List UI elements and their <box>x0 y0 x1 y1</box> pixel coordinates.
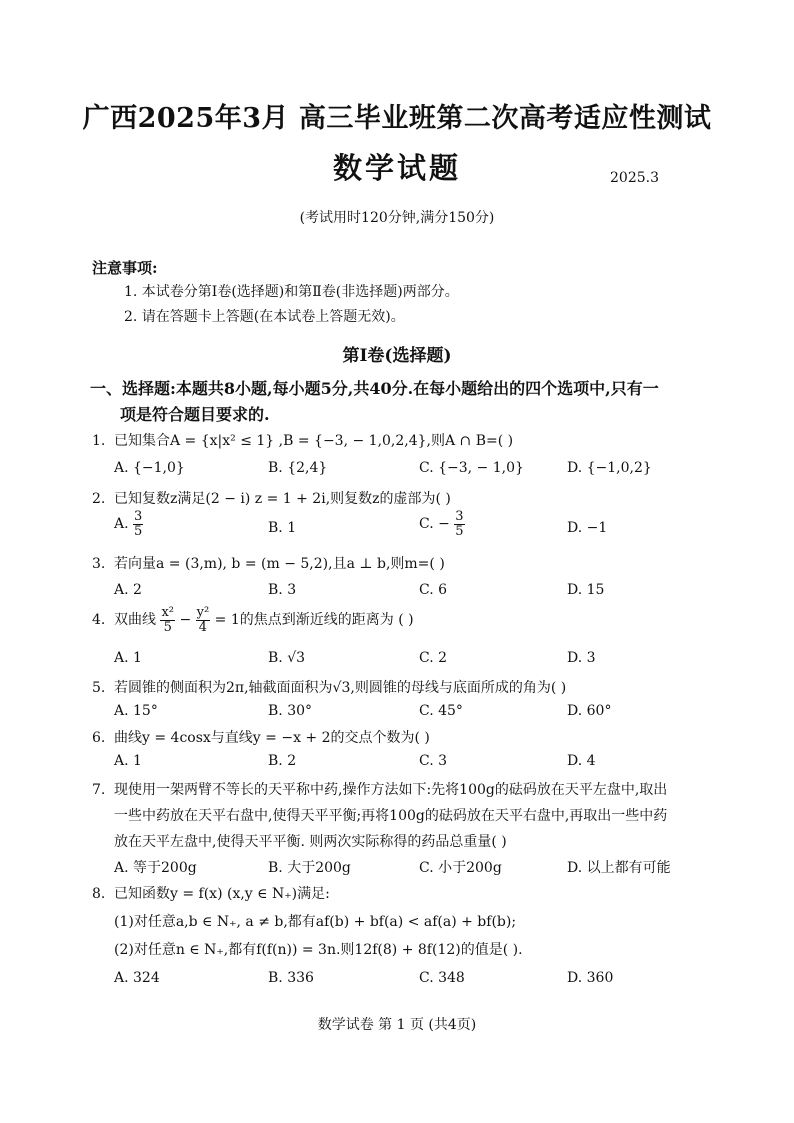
option-b: B. √3 <box>268 650 306 666</box>
option-c: C. 348 <box>419 970 465 986</box>
question-number: 6. <box>92 730 106 746</box>
question-7 <box>92 779 667 799</box>
option-d: D. 360 <box>567 970 614 986</box>
question-1 <box>92 430 513 450</box>
question-number: 4. <box>92 612 106 629</box>
option-a: A. {−1,0} <box>114 460 185 476</box>
option-c: C. 小于200g <box>419 860 502 876</box>
exam-title: 广西2025年3月 高三毕业班第二次高考适应性测试 <box>82 103 712 134</box>
option-a: A. 等于200g <box>114 860 197 876</box>
question-stem: 若圆锥的侧面积为2π,轴截面面积为√3,则圆锥的母线与底面所成的角为( ) <box>114 680 567 696</box>
option-b: B. {2,4} <box>268 460 328 476</box>
option-a: A. 15° <box>114 703 158 719</box>
fraction-numerator: 3 <box>134 509 143 524</box>
exam-time-note: (考试用时120分钟,满分150分) <box>299 210 495 226</box>
option-c: C. {−3, − 1,0} <box>419 460 524 476</box>
question-stem: 曲线y = 4cosx与直线y = −x + 2的交点个数为( ) <box>114 730 430 746</box>
fraction-numerator: 3 <box>455 509 464 524</box>
option-a: A. 2 <box>114 582 142 598</box>
option-d: D. 以上都有可能 <box>567 860 671 876</box>
part-heading: 一、选择题:本题共8小题,每小题5分,共40分.在每小题给出的四个选项中,只有一 <box>90 379 659 398</box>
option-b: B. 大于200g <box>268 860 351 876</box>
option-b: B. 1 <box>268 520 297 536</box>
fraction-numerator: x² <box>161 605 174 620</box>
question-stem-suffix: = 1的焦点到渐近线的距离为 ( ) <box>214 612 414 629</box>
option-d: D. 4 <box>567 753 596 769</box>
question-stem-prefix: 双曲线 <box>114 612 156 629</box>
question-8 <box>92 883 330 903</box>
option-b: B. 2 <box>268 753 297 769</box>
notice-item: 1. 本试卷分第Ⅰ卷(选择题)和第Ⅱ卷(非选择题)两部分。 <box>124 284 459 300</box>
option-b: B. 336 <box>268 970 314 986</box>
question-3 <box>92 553 445 573</box>
question-6 <box>92 727 430 747</box>
option-c <box>419 510 465 538</box>
question-4 <box>92 606 414 634</box>
question-stem-cont: 放在天平左盘中,使得天平平衡. 则两次实际称得的药品总重量( ) <box>114 834 507 850</box>
fraction-denominator: 5 <box>134 523 143 539</box>
question-number: 2. <box>92 491 106 507</box>
option-d: D. 60° <box>567 703 612 719</box>
question-stem: 现使用一架两臂不等长的天平称中药,操作方法如下:先将100g的砝码放在天平左盘中,取出 <box>114 782 668 798</box>
part-heading-cont: 项是符合题目要求的. <box>120 405 270 424</box>
question-condition: (2)对任意n ∈ N₊,都有f(f(n)) = 3n.则12f(8) + 8f(12)的值是( ). <box>114 942 523 958</box>
option-d: D. −1 <box>567 520 608 536</box>
question-condition: (1)对任意a,b ∈ N₊, a ≠ b,都有af(b) + bf(a) < af(a) + bf(b); <box>114 914 517 930</box>
fraction-denominator: 4 <box>198 619 208 635</box>
question-stem: 已知集合A = {x|x² ≤ 1} ,B = {−3, − 1,0,2,4},则A ∩ B=( ) <box>114 433 514 449</box>
option-label: A. <box>114 516 129 533</box>
question-stem: 已知复数z满足(2 − i) z = 1 + 2i,则复数z的虚部为( ) <box>114 491 451 507</box>
option-c: C. 3 <box>419 753 448 769</box>
fraction-denominator: 5 <box>163 619 172 635</box>
fraction <box>196 606 211 634</box>
question-number: 8. <box>92 886 106 902</box>
exam-subtitle: 数学试题 <box>332 151 461 185</box>
fraction <box>454 510 464 538</box>
fraction-denominator: 5 <box>455 523 464 539</box>
notice-item: 2. 请在答题卡上答题(在本试卷上答题无效)。 <box>124 309 405 325</box>
option-a <box>114 510 143 538</box>
option-c: C. 2 <box>419 650 448 666</box>
fraction <box>133 510 143 538</box>
question-stem-cont: 一些中药放在天平右盘中,使得天平平衡;再将100g的砝码放在天平右盘中,再取出一些中药 <box>114 808 668 824</box>
fraction-numerator: y² <box>196 605 210 620</box>
section-title: 第Ⅰ卷(选择题) <box>342 346 452 366</box>
option-c: C. 45° <box>419 703 463 719</box>
question-number: 1. <box>92 433 106 449</box>
page-footer: 数学试卷 第 1 页 (共4页) <box>317 1017 477 1033</box>
minus-sign: − <box>179 612 192 629</box>
fraction <box>160 606 175 634</box>
question-2 <box>92 488 451 508</box>
option-a: A. 1 <box>114 753 142 769</box>
option-d: D. 3 <box>567 650 596 666</box>
question-5 <box>92 677 566 697</box>
option-c: C. 6 <box>419 582 448 598</box>
option-a: A. 1 <box>114 650 142 666</box>
exam-date: 2025.3 <box>610 170 659 186</box>
question-stem: 若向量a = (3,m), b = (m − 5,2),且a ⊥ b,则m=( ) <box>114 556 445 572</box>
option-b: B. 3 <box>268 582 297 598</box>
option-d: D. 15 <box>567 582 605 598</box>
question-number: 7. <box>92 782 106 798</box>
option-label: C. − <box>419 516 450 533</box>
question-number: 3. <box>92 556 106 572</box>
notice-title: 注意事项: <box>92 259 158 277</box>
question-number: 5. <box>92 680 106 696</box>
question-stem: 已知函数y = f(x) (x,y ∈ N₊)满足: <box>114 886 330 902</box>
option-d: D. {−1,0,2} <box>567 460 652 476</box>
option-b: B. 30° <box>268 703 313 719</box>
option-a: A. 324 <box>114 970 160 986</box>
